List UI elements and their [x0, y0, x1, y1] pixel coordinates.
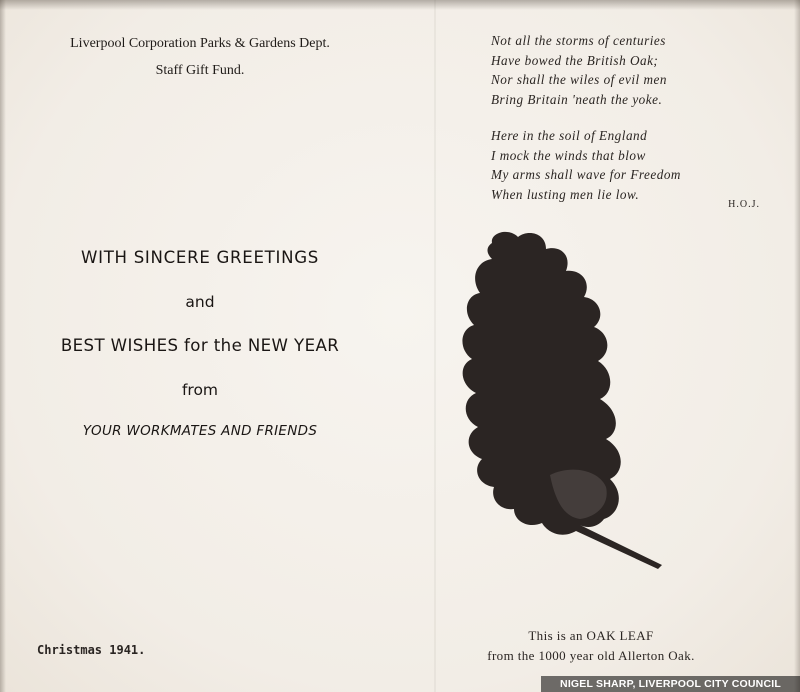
poem-line: Bring Britain 'neath the yoke. — [491, 91, 663, 107]
poem-line: My arms shall wave for Freedom — [491, 167, 681, 182]
poem-line: Not all the storms of centuries — [491, 33, 666, 48]
paper-edge-left — [0, 0, 6, 692]
greeting-message — [20, 243, 380, 443]
greeting-line-2: and — [185, 293, 215, 311]
poem-line: Have bowed the British Oak; — [491, 52, 659, 68]
greeting-line-3: BEST WISHES for the NEW YEAR — [60, 336, 340, 355]
poem-stanza-2 — [491, 126, 771, 204]
poem — [491, 31, 771, 204]
poem-line: Here in the soil of England — [491, 128, 648, 143]
card-date: Christmas 1941. — [37, 643, 146, 657]
photo-credit: NIGEL SHARP, LIVERPOOL CITY COUNCIL — [541, 676, 800, 692]
oak-leaf-icon — [430, 225, 690, 575]
fund-name: Staff Gift Fund. — [155, 63, 245, 78]
poem-line: I mock the winds that blow — [491, 147, 646, 163]
leaf-caption — [446, 626, 736, 666]
department-name: Liverpool Corporation Parks & Gardens Dept. — [70, 36, 330, 51]
caption-line-1: This is an OAK LEAF — [528, 628, 654, 643]
poem-author: H.O.J. — [728, 199, 760, 210]
card-header — [20, 30, 380, 84]
greeting-line-5: YOUR WORKMATES AND FRIENDS — [82, 423, 318, 439]
greeting-line-4: from — [181, 381, 219, 399]
poem-stanza-1 — [491, 31, 771, 109]
greeting-line-1: WITH SINCERE GREETINGS — [81, 248, 319, 267]
paper-edge-top — [0, 0, 800, 10]
poem-line: Nor shall the wiles of evil men — [491, 72, 667, 87]
paper-edge-right — [794, 0, 800, 692]
poem-line: When lusting men lie low. — [491, 186, 640, 202]
caption-line-2: from the 1000 year old Allerton Oak. — [487, 648, 695, 663]
